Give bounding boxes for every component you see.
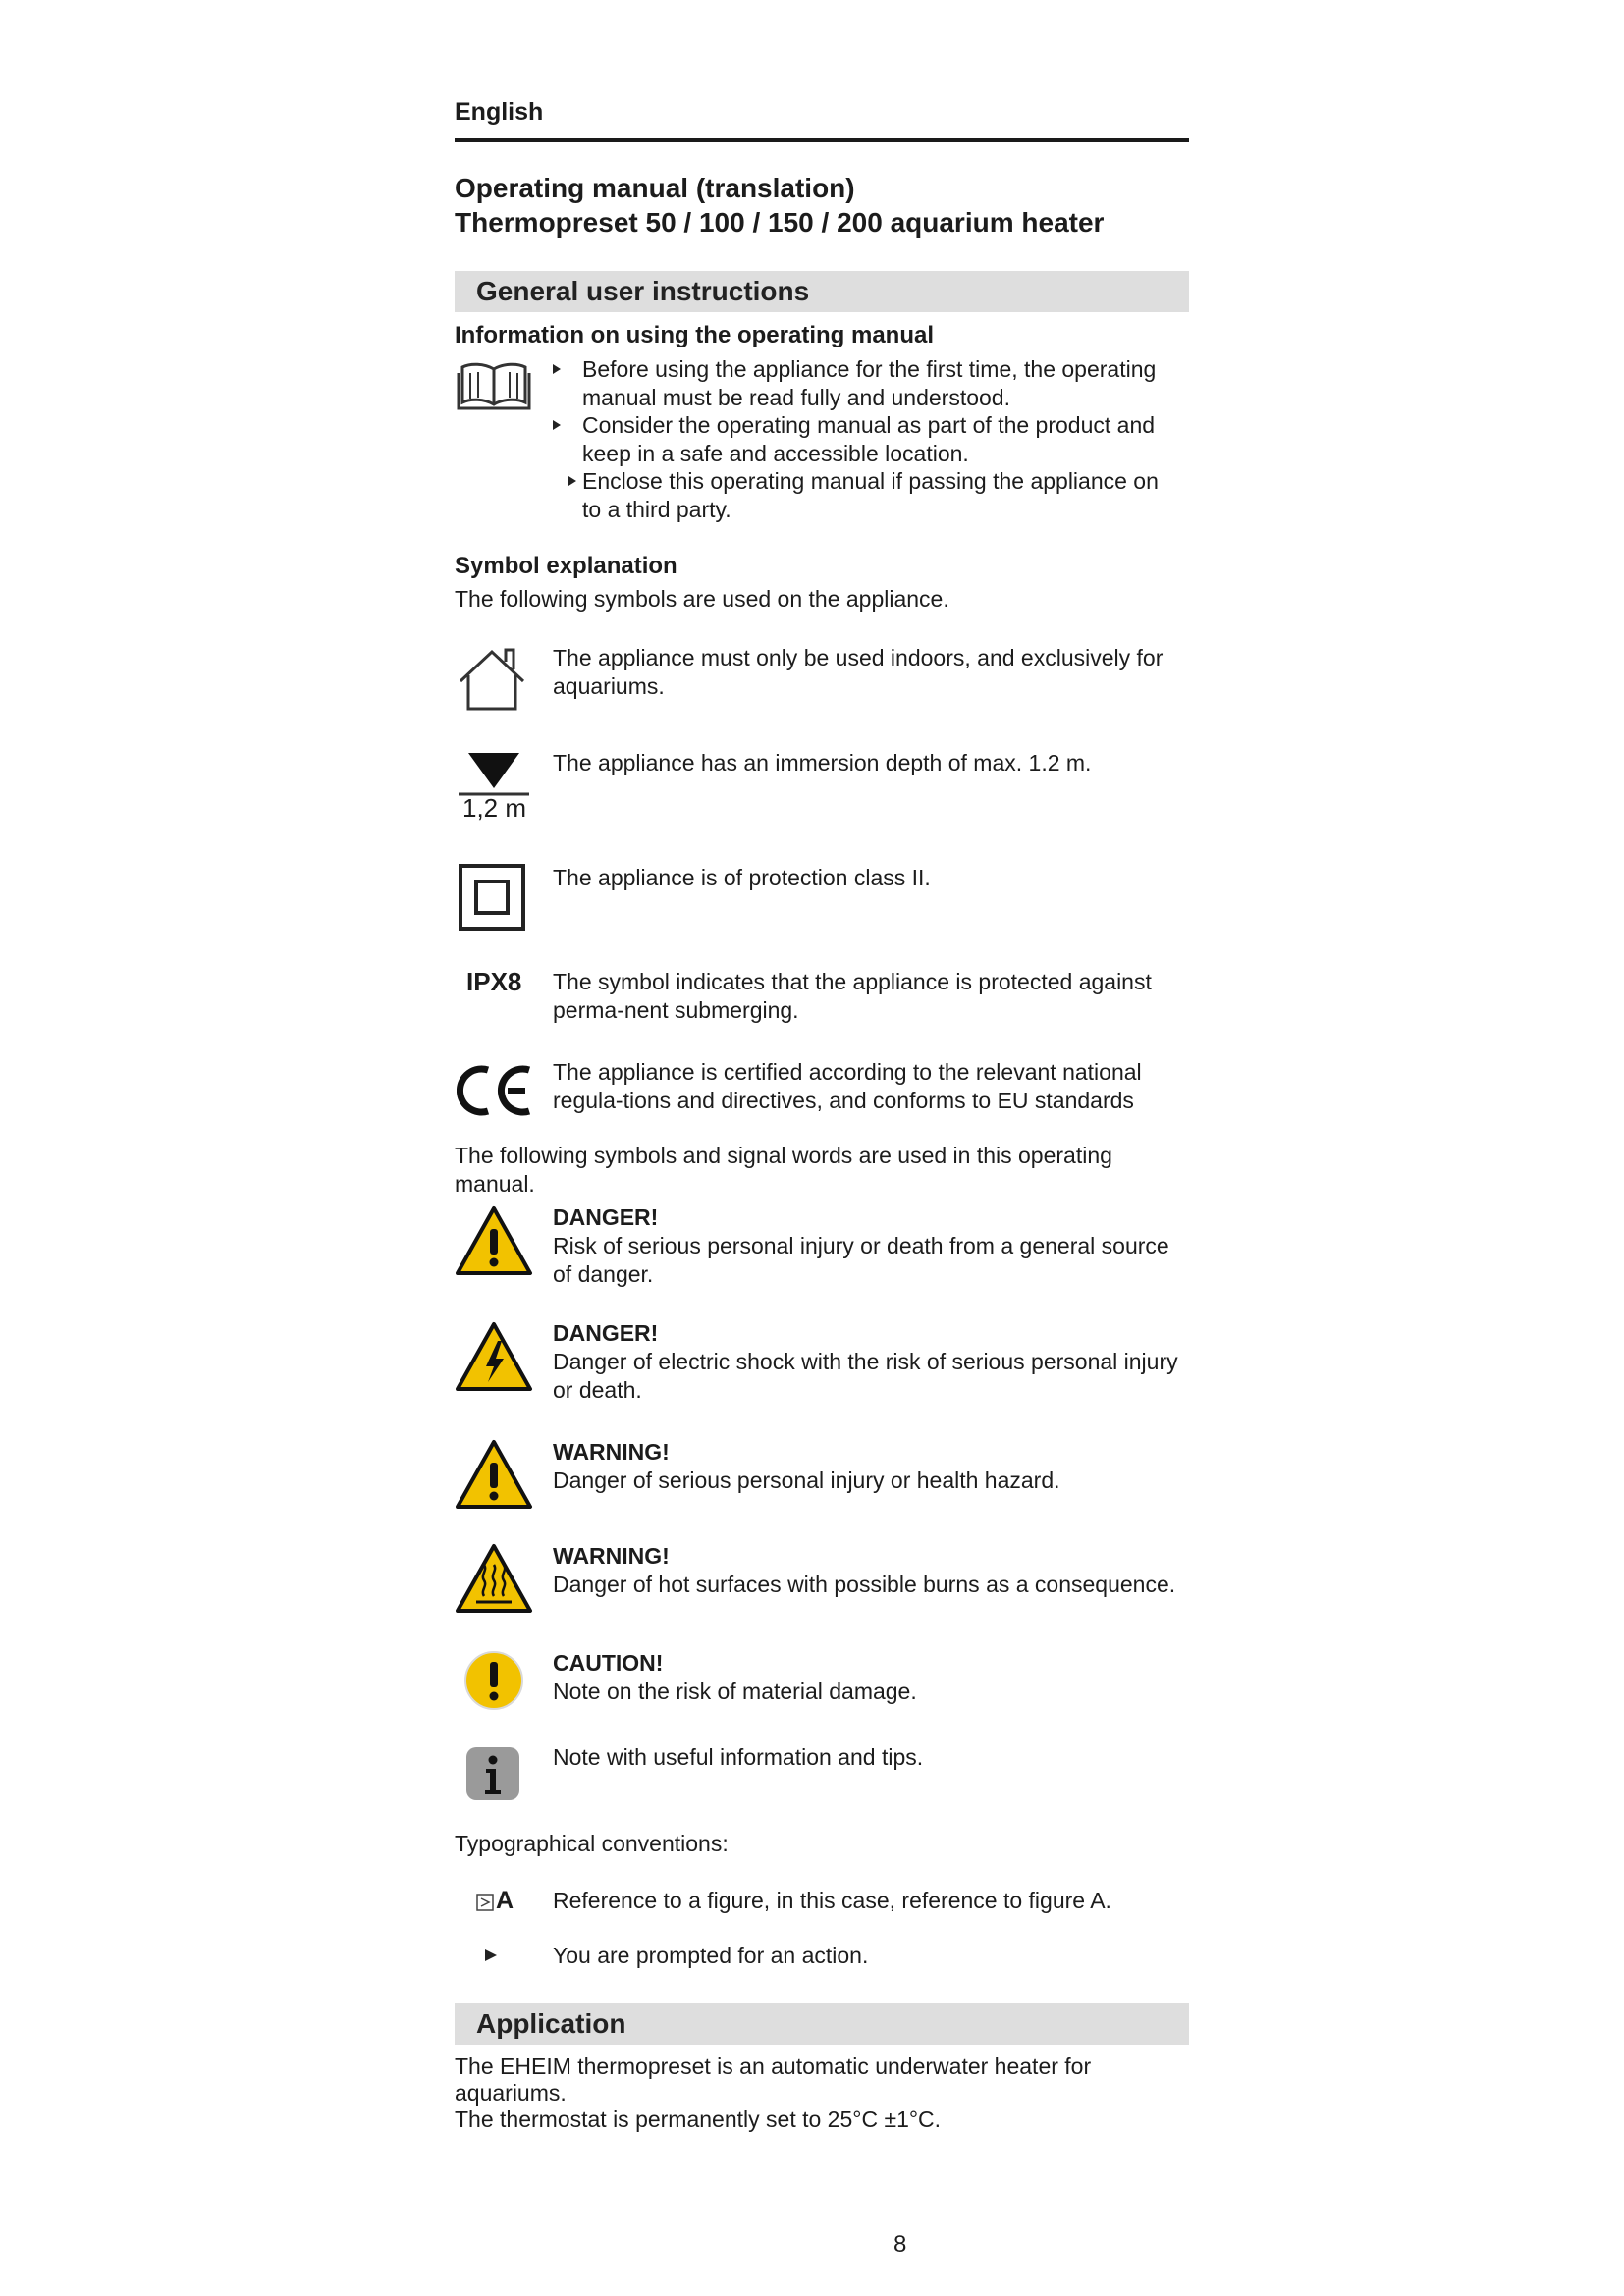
read-manual-icon (457, 359, 531, 410)
signal-danger-general (553, 1203, 1181, 1289)
section-general-heading: General user instructions (476, 276, 810, 306)
signal-text: Danger of electric shock with the risk of serious personal injury or death. (553, 1349, 1178, 1403)
symbol-desc-indoor: The appliance must only be used indoors, and exclusively for aquariums. (553, 645, 1164, 699)
signal-caution (553, 1649, 1181, 1706)
signal-text: Note with useful information and tips. (553, 1744, 924, 1770)
signal-word: DANGER! (553, 1320, 659, 1346)
symbol-intro: The following symbols are used on the appliance. (455, 586, 949, 612)
bullet-icon (553, 420, 561, 430)
signal-text: Note on the risk of material damage. (553, 1679, 917, 1704)
signal-text: Danger of serious personal injury or health hazard. (553, 1468, 1060, 1493)
title-line-1: Operating manual (translation) (455, 173, 855, 203)
signal-warning-general (553, 1438, 1181, 1495)
section-application (455, 2003, 1189, 2045)
signal-warning-hot (553, 1542, 1181, 1599)
section-application-heading: Application (476, 2008, 626, 2039)
page-number: 8 (893, 2231, 907, 2258)
protection-class-ii-icon (459, 864, 525, 931)
bullet-icon (553, 364, 561, 374)
language-label: English (455, 98, 544, 126)
warning-general-icon (455, 1439, 533, 1510)
document-title (455, 171, 1104, 240)
section-general (455, 271, 1189, 312)
application-line-2: The thermostat is permanently set to 25°C ±1°C. (455, 2107, 942, 2132)
ce-mark-icon (457, 1062, 533, 1119)
action-arrow-icon (484, 1949, 498, 1962)
application-line-1: The EHEIM thermopreset is an automatic underwater heater for aquariums. (455, 2054, 1092, 2106)
immersion-depth-label: 1,2 m (462, 793, 527, 823)
signal-word: DANGER! (553, 1204, 659, 1230)
signal-info (553, 1743, 1181, 1772)
ipx8-label: IPX8 (466, 967, 522, 996)
title-line-2: Thermopreset 50 / 100 / 150 / 200 aquarium heater (455, 207, 1105, 238)
signal-word: WARNING! (553, 1439, 670, 1465)
caution-icon (462, 1649, 525, 1712)
figure-reference-icon (476, 1894, 494, 1911)
signal-danger-electric (553, 1319, 1181, 1405)
info-icon (464, 1745, 521, 1802)
signal-word: WARNING! (553, 1543, 670, 1569)
symbol-desc-depth: The appliance has an immersion depth of max. 1.2 m. (553, 750, 1092, 775)
symbol-heading: Symbol explanation (455, 553, 677, 579)
signal-intro: The following symbols and signal words are used in this operating manual. (455, 1143, 1112, 1197)
info-heading: Information on using the operating manual (455, 322, 935, 348)
danger-electric-icon (455, 1321, 533, 1392)
application-text (455, 2054, 1189, 2133)
indoor-house-icon (457, 646, 527, 713)
header-rule (455, 138, 1189, 142)
warning-hot-surface-icon (455, 1543, 533, 1614)
typo-heading: Typographical conventions: (455, 1831, 729, 1856)
signal-word: CAUTION! (553, 1650, 664, 1676)
figure-reference-letter: A (496, 1887, 514, 1914)
signal-text: Danger of hot surfaces with possible burns as a consequence. (553, 1572, 1176, 1597)
symbol-desc-ce: The appliance is certified according to the relevant national regula-tions and directives, and conforms to EU standards (553, 1059, 1142, 1113)
symbol-desc-class-ii: The appliance is of protection class II. (553, 865, 931, 890)
typo-action: You are prompted for an action. (553, 1943, 869, 1968)
signal-text: Risk of serious personal injury or death from a general source of danger. (553, 1233, 1169, 1287)
typo-figure-reference: Reference to a figure, in this case, reference to figure A. (553, 1888, 1111, 1913)
symbol-desc-ipx8: The symbol indicates that the appliance is protected against perma-nent submerging. (553, 969, 1152, 1023)
bullet-icon (568, 476, 576, 486)
danger-general-icon (455, 1205, 533, 1276)
